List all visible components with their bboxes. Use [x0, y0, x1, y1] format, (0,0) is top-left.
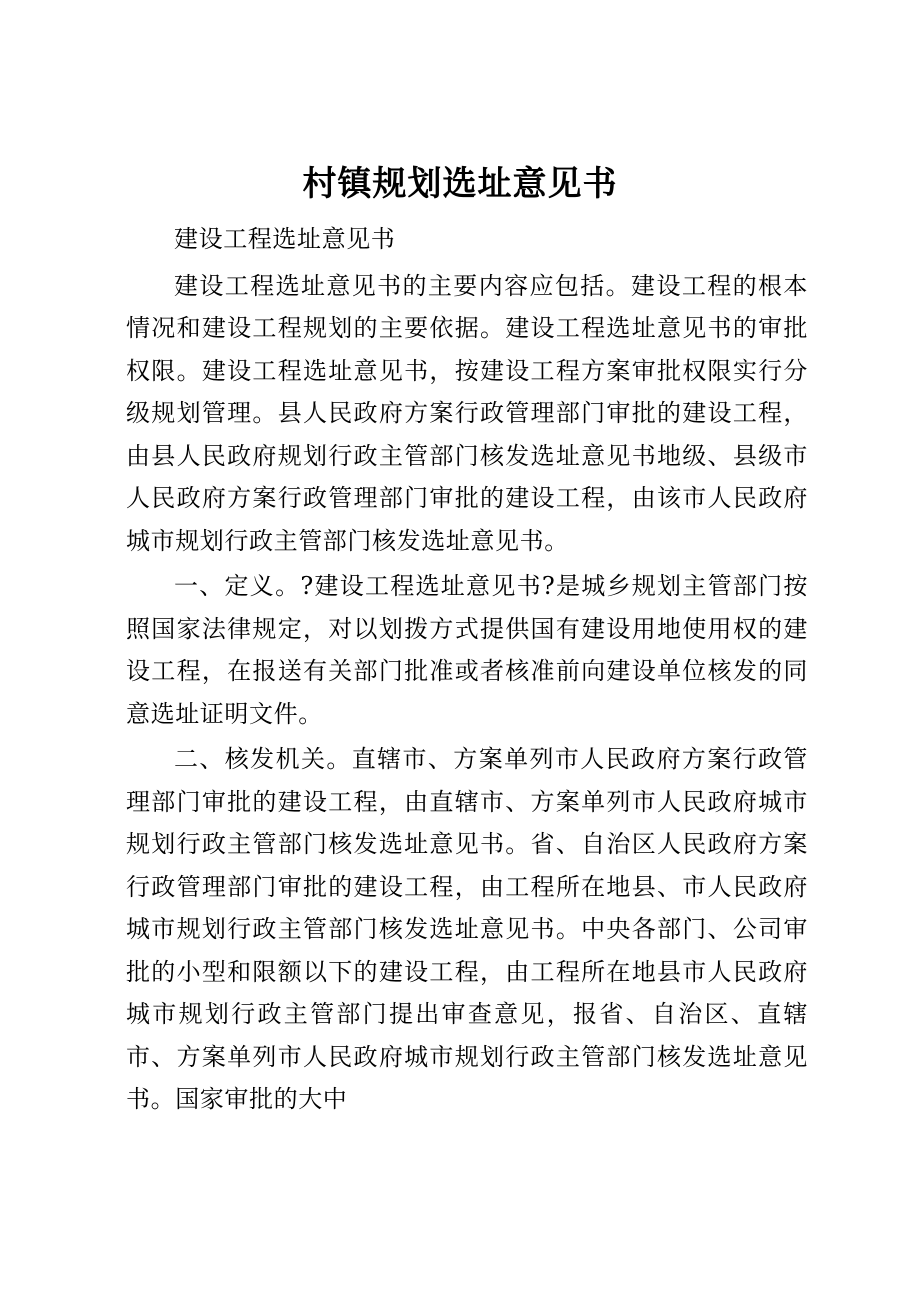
paragraph-main-content: 建设工程选址意见书的主要内容应包括。建设工程的根本情况和建设工程规划的主要依据。建设工程选址意见书的审批权限。建设工程选址意见书，按建设工程方案审批权限实行分级规划管理。县人民政府方案行政管理部门审批的建设工程，由县人民政府规划行政主管部门核发选址意见书地级、县级市人民政府方案行政管理部门审批的建设工程，由该市人民政府城市规划行政主管部门核发选址意见书。 [126, 271, 808, 555]
paragraph-definition: 一、定义。?建设工程选址意见书?是城乡规划主管部门按照国家法律规定，对以划拨方式提供国有建设用地使用权的建设工程，在报送有关部门批准或者核准前向建设单位核发的同意选址证明文件。 [126, 572, 808, 728]
document-body [126, 218, 808, 1121]
paragraph-subtitle: 建设工程选址意见书 [174, 225, 396, 253]
document-title: 村镇规划选址意见书 [302, 164, 618, 204]
paragraph-issuing-authority: 二、核发机关。直辖市、方案单列市人民政府方案行政管理部门审批的建设工程，由直辖市、方案单列市人民政府城市规划行政主管部门核发选址意见书。省、自治区人民政府方案行政管理部门审批的建设工程，由工程所在地县、市人民政府城市规划行政主管部门核发选址意见书。中央各部门、公司审批的小型和限额以下的建设工程，由工程所在地县市人民政府城市规划行政主管部门提出审查意见，报省、自治区、直辖市、方案单列市人民政府城市规划行政主管部门核发选址意见书。国家审批的大中 [126, 745, 808, 1113]
